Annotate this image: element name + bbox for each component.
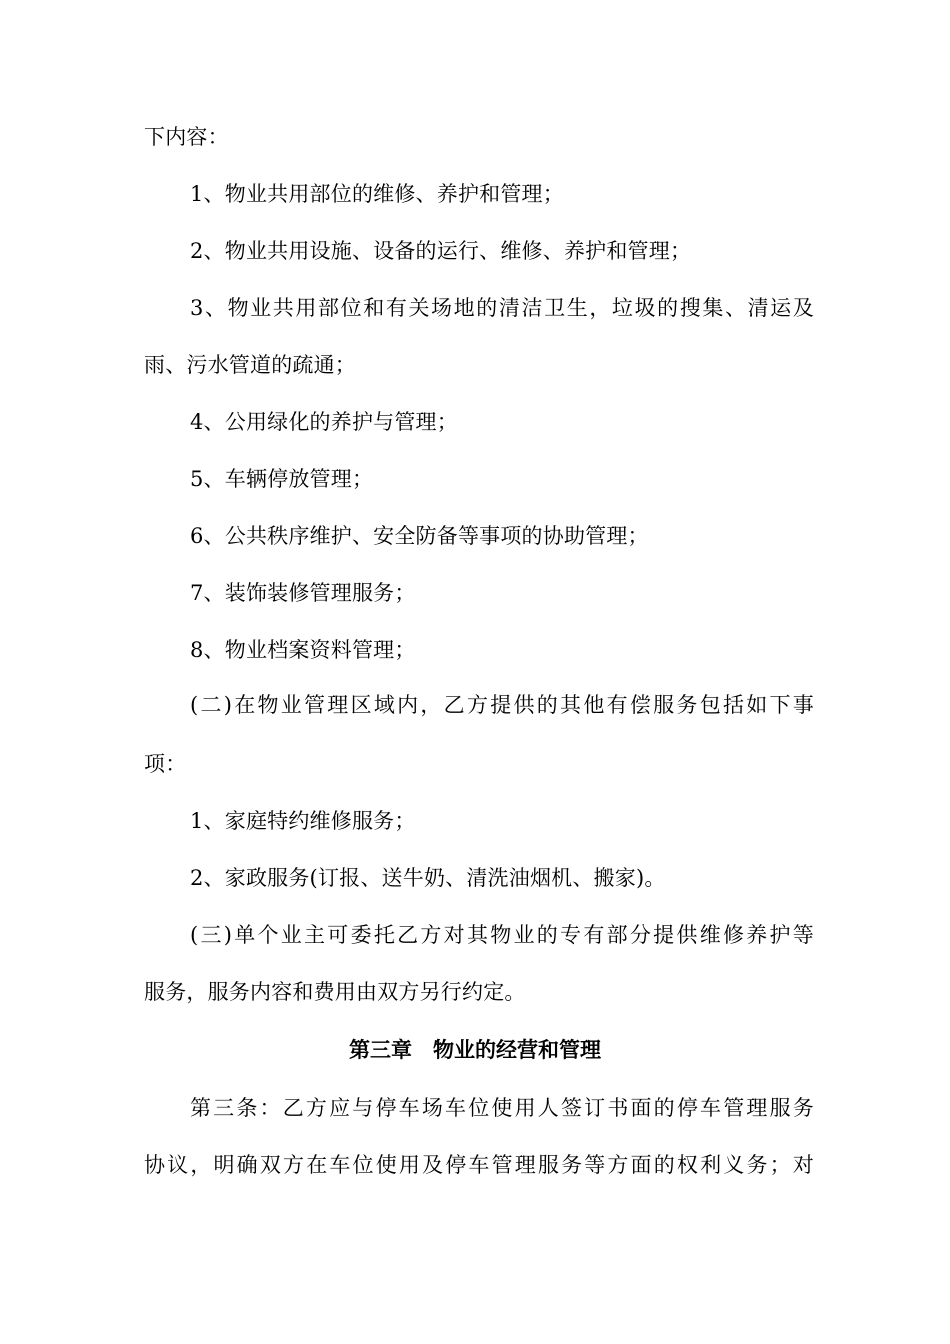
list-item-line: 2、物业共用设施、设备的运行、维修、养护和管理； [190, 239, 692, 263]
list-item-line: 3、物业共用部位和有关场地的清洁卫生，垃圾的搜集、清运及 [190, 296, 814, 320]
paragraph-line: (三)单个业主可委托乙方对其物业的专有部分提供维修养护等 [190, 923, 814, 947]
paragraph-line: (二)在物业管理区域内，乙方提供的其他有偿服务包括如下事 [190, 693, 814, 717]
paragraph-line: 下内容： [144, 125, 229, 149]
chapter-heading: 第三章 物业的经营和管理 [349, 1038, 601, 1062]
article-continuation: 协议，明确双方在车位使用及停车管理服务等方面的权利义务；对 [144, 1153, 814, 1177]
list-item-line: 4、公用绿化的养护与管理； [190, 410, 458, 434]
list-item-line: 1、物业共用部位的维修、养护和管理； [190, 182, 564, 206]
list-item-line: 5、车辆停放管理； [190, 467, 374, 491]
article-line: 第三条：乙方应与停车场车位使用人签订书面的停车管理服务 [190, 1096, 814, 1120]
list-item-line: 7、装饰装修管理服务； [190, 581, 416, 605]
list-item-line: 2、家政服务(订报、送牛奶、清洗油烟机、搬家)。 [190, 866, 666, 890]
list-item-line: 8、物业档案资料管理； [190, 638, 416, 662]
list-item-continuation: 雨、污水管道的疏通； [144, 353, 356, 377]
paragraph-continuation: 服务，服务内容和费用由双方另行约定。 [144, 980, 526, 1004]
list-item-line: 6、公共秩序维护、安全防备等事项的协助管理； [190, 524, 649, 548]
paragraph-continuation: 项： [144, 752, 187, 776]
list-item-line: 1、家庭特约维修服务； [190, 809, 416, 833]
